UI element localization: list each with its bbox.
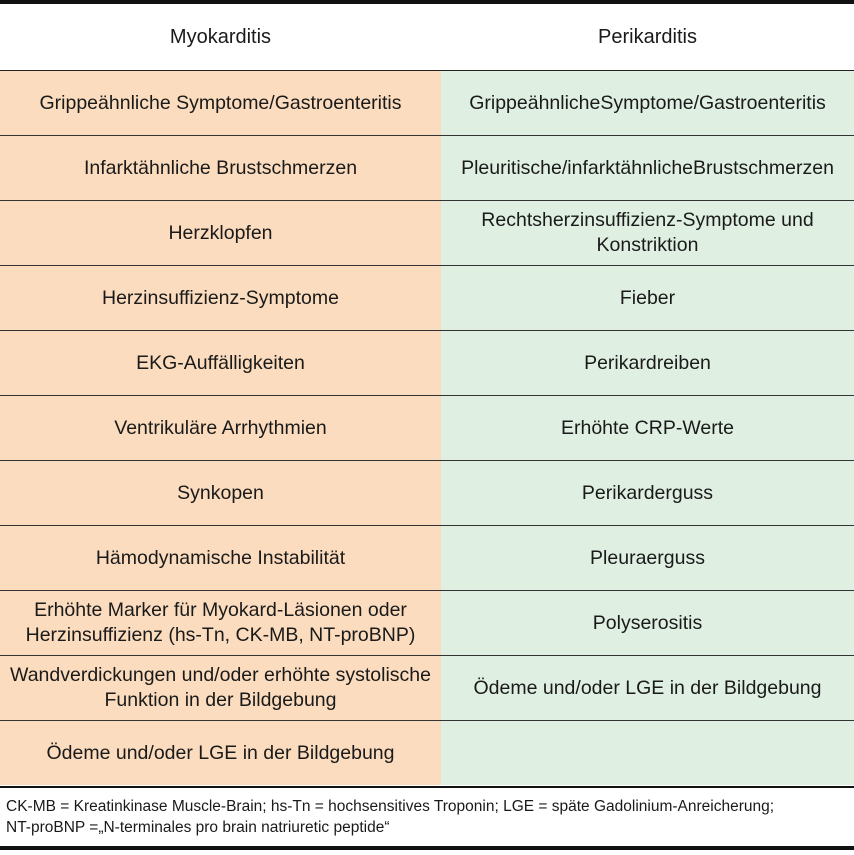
comparison-table (0, 4, 854, 785)
myokarditis-cell: Hämodynamische Instabilität (0, 526, 441, 591)
perikarditis-cell: Perikarderguss (441, 461, 854, 526)
perikarditis-cell: GrippeähnlicheSymptome/Gastroenteritis (441, 71, 854, 136)
footnote-line-1: CK-MB = Kreatinkinase Muscle-Brain; hs-Tn = hochsensitives Troponin; LGE = späte Gadolinium-Anreicherung; (6, 798, 775, 815)
footnote-line-2: NT-proBNP =„N-terminales pro brain natriuretic peptide“ (6, 819, 390, 836)
myokarditis-cell: Erhöhte Marker für Myokard-Läsionen oder Herzinsuffizienz (hs-Tn, CK-MB, NT-proBNP) (0, 591, 441, 656)
myokarditis-cell: Synkopen (0, 461, 441, 526)
perikarditis-cell: Pleuritische/infarktähnlicheBrustschmerzen (441, 136, 854, 201)
table-row (0, 201, 854, 266)
table-row (0, 591, 854, 656)
bottom-rule (0, 846, 854, 850)
perikarditis-cell: Fieber (441, 266, 854, 331)
perikarditis-cell (441, 721, 854, 786)
table-row (0, 461, 854, 526)
myokarditis-cell: Herzinsuffizienz-Symptome (0, 266, 441, 331)
myokarditis-cell: EKG-Auffälligkeiten (0, 331, 441, 396)
footnote (0, 786, 854, 846)
table-row (0, 721, 854, 786)
table-row (0, 526, 854, 591)
table-row (0, 266, 854, 331)
header-row (0, 4, 854, 71)
myokarditis-cell: Wandverdickungen und/oder erhöhte systolische Funktion in der Bildgebung (0, 656, 441, 721)
perikarditis-cell: Erhöhte CRP-Werte (441, 396, 854, 461)
header-myokarditis: Myokarditis (0, 4, 441, 71)
table-row (0, 656, 854, 721)
perikarditis-cell: Polyserositis (441, 591, 854, 656)
myokarditis-cell: Infarktähnliche Brustschmerzen (0, 136, 441, 201)
perikarditis-cell: Pleuraerguss (441, 526, 854, 591)
table-row (0, 136, 854, 201)
perikarditis-cell: Ödeme und/oder LGE in der Bildgebung (441, 656, 854, 721)
perikarditis-cell: Perikardreiben (441, 331, 854, 396)
table-row (0, 71, 854, 136)
table-row (0, 396, 854, 461)
myokarditis-cell: Grippeähnliche Symptome/Gastroenteritis (0, 71, 441, 136)
myokarditis-cell: Ventrikuläre Arrhythmien (0, 396, 441, 461)
myokarditis-cell: Ödeme und/oder LGE in der Bildgebung (0, 721, 441, 786)
perikarditis-cell: Rechtsherzinsuffizienz-Symptome und Konstriktion (441, 201, 854, 266)
header-perikarditis: Perikarditis (441, 4, 854, 71)
myokarditis-cell: Herzklopfen (0, 201, 441, 266)
table-row (0, 331, 854, 396)
